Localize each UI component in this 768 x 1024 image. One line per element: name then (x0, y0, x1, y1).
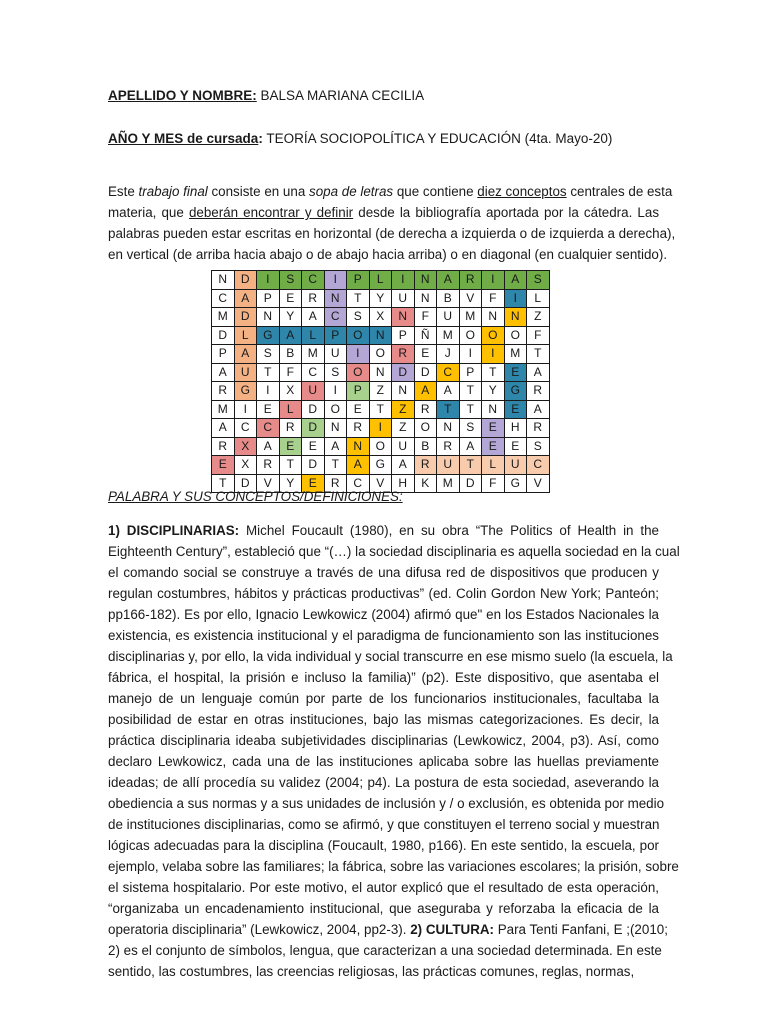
grid-cell: N (369, 326, 392, 345)
grid-cell: T (324, 456, 347, 475)
grid-cell: I (234, 400, 257, 419)
grid-cell: D (302, 400, 325, 419)
grid-cell: M (459, 308, 482, 327)
grid-cell: X (369, 308, 392, 327)
grid-cell: A (527, 363, 550, 382)
grid-cell: Y (482, 382, 505, 401)
grid-cell: N (347, 437, 370, 456)
grid-cell: P (347, 382, 370, 401)
grid-cell: F (482, 474, 505, 493)
grid-cell: O (347, 326, 370, 345)
grid-cell: I (504, 289, 527, 308)
body-text: Michel Foucault (1980), en su obra “The Politics of Health in the (239, 523, 659, 538)
grid-cell: J (437, 345, 460, 364)
grid-cell: V (459, 289, 482, 308)
grid-cell: E (257, 400, 280, 419)
grid-cell: S (324, 363, 347, 382)
grid-cell: A (234, 345, 257, 364)
grid-cell: C (212, 289, 235, 308)
grid-cell: T (459, 400, 482, 419)
year-colon: : (258, 131, 263, 146)
grid-cell: I (257, 382, 280, 401)
grid-cell: A (459, 437, 482, 456)
grid-cell: N (482, 400, 505, 419)
grid-cell: D (302, 456, 325, 475)
grid-row (212, 456, 550, 475)
grid-cell: Z (527, 308, 550, 327)
intro-text: centrales de esta (566, 184, 673, 199)
grid-cell: U (437, 308, 460, 327)
grid-cell: T (459, 382, 482, 401)
intro-line-3: palabras pueden estar escritas en horizontal (de derecha a izquierda o de izquierda a derecha), (108, 226, 676, 241)
grid-cell: O (459, 326, 482, 345)
grid-cell: X (234, 456, 257, 475)
grid-cell: F (482, 289, 505, 308)
grid-cell: E (504, 437, 527, 456)
grid-cell: R (347, 419, 370, 438)
grid-cell: P (347, 271, 370, 290)
grid-cell: D (212, 326, 235, 345)
grid-cell: T (437, 400, 460, 419)
grid-row (212, 271, 550, 290)
grid-cell: I (257, 271, 280, 290)
grid-cell: P (324, 326, 347, 345)
body-line: sentido, las costumbres, las creencias religiosas, las prácticas comunes, reglas, normas, (108, 964, 635, 979)
grid-cell: L (369, 271, 392, 290)
grid-cell: U (437, 456, 460, 475)
grid-cell: Z (369, 382, 392, 401)
grid-cell: S (527, 271, 550, 290)
grid-cell: O (369, 345, 392, 364)
grid-cell: S (257, 345, 280, 364)
grid-cell: D (234, 308, 257, 327)
grid-cell: T (347, 289, 370, 308)
grid-cell: V (369, 474, 392, 493)
body-line: “organizaba un encadenamiento institucional, que aseguraba y reforzaba la eficacia de la (108, 901, 659, 916)
grid-cell: R (212, 437, 235, 456)
grid-cell: H (504, 419, 527, 438)
grid-cell: R (212, 382, 235, 401)
grid-cell: I (369, 419, 392, 438)
grid-cell: O (324, 400, 347, 419)
grid-row (212, 400, 550, 419)
grid-cell: E (279, 437, 302, 456)
grid-row (212, 419, 550, 438)
grid-cell: R (459, 271, 482, 290)
grid-cell: T (257, 363, 280, 382)
grid-cell: M (212, 400, 235, 419)
grid-cell: C (302, 363, 325, 382)
grid-cell: I (482, 345, 505, 364)
body-line: 2) es el conjunto de símbolos, lengua, que caracterizan a una sociedad determinada. En este (108, 943, 662, 958)
grid-cell: Z (392, 400, 415, 419)
grid-cell: I (324, 382, 347, 401)
grid-row (212, 289, 550, 308)
body-line: posibilidad de estar en otras instituciones, bajo las mismas categorizaciones. Es decir, la (108, 712, 659, 727)
year-label: AÑO Y MES de cursada (108, 131, 259, 146)
grid-cell: B (414, 437, 437, 456)
grid-cell: D (392, 363, 415, 382)
grid-cell: U (302, 382, 325, 401)
body-line: ideadas; de allí procedía su validez (2004; p4). La postura de esta sociedad, aseverando la (108, 775, 659, 790)
grid-cell: T (212, 474, 235, 493)
definition-heading-disciplinarias: 1) DISCIPLINARIAS: (108, 523, 240, 538)
grid-cell: A (257, 437, 280, 456)
grid-cell: B (279, 345, 302, 364)
grid-cell: N (392, 382, 415, 401)
grid-cell: E (302, 437, 325, 456)
grid-cell: R (527, 382, 550, 401)
grid-cell: T (279, 456, 302, 475)
grid-cell: L (302, 326, 325, 345)
grid-cell: Y (279, 308, 302, 327)
grid-cell: K (414, 474, 437, 493)
grid-cell: Y (279, 474, 302, 493)
grid-cell: O (504, 326, 527, 345)
word-search-grid (211, 270, 550, 493)
grid-cell: E (302, 474, 325, 493)
grid-cell: L (482, 456, 505, 475)
grid-cell: M (437, 474, 460, 493)
grid-cell: T (369, 400, 392, 419)
body-line: declaro Lewkowicz, cada una de las instituciones aplicaba sobre las huellas previamente (108, 754, 659, 769)
grid-cell: E (504, 400, 527, 419)
grid-cell: C (257, 419, 280, 438)
grid-cell: A (527, 400, 550, 419)
grid-cell: V (257, 474, 280, 493)
grid-cell: A (302, 308, 325, 327)
body-text: Para Tenti Fanfani, E ;(2010; (494, 922, 668, 937)
grid-cell: T (527, 345, 550, 364)
body-line: regulan costumbres, hábitos y prácticas productivas” (ed. Colin Gordon New York; Panteón; (108, 586, 659, 601)
intro-italic-trabajo-final: trabajo final (138, 184, 208, 199)
grid-cell: R (279, 419, 302, 438)
grid-row (212, 326, 550, 345)
grid-cell: M (212, 308, 235, 327)
grid-cell: P (212, 345, 235, 364)
intro-text: materia, que (108, 205, 189, 220)
grid-cell: X (279, 382, 302, 401)
grid-cell: M (302, 345, 325, 364)
grid-cell: N (482, 308, 505, 327)
grid-cell: D (459, 474, 482, 493)
grid-cell: A (324, 437, 347, 456)
body-line: lógicas adecuadas para la disciplina (Foucault, 1980, p166). En este sentido, la escuela, por (108, 838, 659, 853)
grid-cell: E (482, 437, 505, 456)
grid-cell: A (234, 289, 257, 308)
body-line: existencia, es existencia institucional y el paradigma de funcionamiento son las instituciones (108, 628, 659, 643)
grid-cell: R (324, 474, 347, 493)
definitions-text (108, 520, 680, 982)
grid-cell: A (437, 271, 460, 290)
body-line: manejo de un lenguaje común por parte de los funcionarios institucionales, facultaba la (108, 691, 659, 706)
grid-cell: O (414, 419, 437, 438)
body-line: ejemplo, velaba sobre las familiares; la fábrica, sobre las variaciones escolares; la prisión, sobre (108, 859, 679, 874)
grid-cell: C (302, 271, 325, 290)
intro-line-1 (108, 181, 673, 202)
grid-cell: T (459, 456, 482, 475)
body-line: pp166-182). Es por ello, Ignacio Lewkowicz (2004) afirmó que" en los Estados Nacionales la (108, 607, 659, 622)
grid-cell: E (279, 289, 302, 308)
grid-row (212, 382, 550, 401)
grid-cell: N (324, 289, 347, 308)
body-line (108, 520, 659, 541)
grid-cell: Y (369, 289, 392, 308)
grid-cell: E (414, 345, 437, 364)
intro-line-4: en vertical (de arriba hacia abajo o de abajo hacia arriba) o en diagonal (en cualquier sentido). (108, 247, 668, 262)
grid-cell: S (527, 437, 550, 456)
grid-cell: M (504, 345, 527, 364)
grid-cell: N (257, 308, 280, 327)
year-value: TEORÍA SOCIOPOLÍTICA Y EDUCACIÓN (4ta. Mayo-20) (262, 131, 613, 146)
intro-underlined-instruction: deberán encontrar y definir (188, 205, 354, 220)
grid-cell: U (234, 363, 257, 382)
grid-cell: C (527, 456, 550, 475)
body-line: obediencia a sus normas y a sus unidades de inclusión y / o exclusión, es obtenida por medio (108, 796, 665, 811)
grid-cell: G (504, 474, 527, 493)
grid-cell: I (347, 345, 370, 364)
grid-cell: G (504, 382, 527, 401)
grid-cell: R (437, 437, 460, 456)
grid-cell: H (392, 474, 415, 493)
grid-cell: I (392, 271, 415, 290)
grid-cell: U (324, 345, 347, 364)
intro-text: Este (108, 184, 139, 199)
grid-cell: N (369, 363, 392, 382)
grid-cell: N (504, 308, 527, 327)
grid-cell: C (437, 363, 460, 382)
name-label: APELLIDO Y NOMBRE: (108, 88, 257, 103)
grid-cell: L (527, 289, 550, 308)
grid-cell: N (392, 308, 415, 327)
grid-cell: V (527, 474, 550, 493)
grid-cell: C (347, 474, 370, 493)
grid-cell: C (324, 308, 347, 327)
grid-cell: A (279, 326, 302, 345)
grid-cell: Z (392, 419, 415, 438)
course-line (108, 131, 612, 146)
grid-cell: S (279, 271, 302, 290)
grid-cell: M (437, 326, 460, 345)
grid-cell: A (414, 382, 437, 401)
grid-cell: A (212, 363, 235, 382)
grid-cell: L (279, 400, 302, 419)
grid-cell: G (257, 326, 280, 345)
intro-italic-sopa-de-letras: sopa de letras (309, 184, 394, 199)
body-line: práctica disciplinaria ideaba subjetividades disciplinarias (Lewkowicz, 2004, p3). Así, como (108, 733, 659, 748)
grid-cell: X (234, 437, 257, 456)
grid-cell: A (392, 456, 415, 475)
grid-cell: F (414, 308, 437, 327)
grid-cell: D (234, 271, 257, 290)
grid-cell: B (437, 289, 460, 308)
grid-cell: I (324, 271, 347, 290)
intro-paragraph (108, 181, 676, 265)
grid-cell: R (414, 456, 437, 475)
grid-row (212, 363, 550, 382)
body-line: de instituciones disciplinarias, como se afirmó, y que constituyen el terreno social y muestran (108, 817, 660, 832)
grid-cell: S (347, 308, 370, 327)
grid-cell: I (459, 345, 482, 364)
grid-cell: P (459, 363, 482, 382)
grid-cell: D (414, 363, 437, 382)
grid-cell: N (212, 271, 235, 290)
intro-line-2 (108, 202, 659, 223)
body-line: Eighteenth Century”, estableció que “(…) la sociedad disciplinaria es aquella sociedad en la cual (108, 544, 680, 559)
grid-cell: N (414, 271, 437, 290)
body-line: disciplinarias y, por ello, la vida individual y social transcurre en ese mismo suelo (la escuela, la (108, 649, 673, 664)
grid-cell: R (392, 345, 415, 364)
grid-cell: N (414, 289, 437, 308)
grid-cell: T (482, 363, 505, 382)
grid-cell: O (369, 437, 392, 456)
grid-cell: A (212, 419, 235, 438)
grid-cell: U (504, 456, 527, 475)
grid-cell: Ñ (414, 326, 437, 345)
intro-text: consiste en una (207, 184, 309, 199)
grid-cell: A (347, 456, 370, 475)
grid-cell: D (234, 474, 257, 493)
intro-text: que contiene (393, 184, 478, 199)
body-line: el sistema hospitalario. Por este motivo, el autor explicó que el resultado de esta operación, (108, 880, 659, 895)
grid-cell: P (392, 326, 415, 345)
grid-cell: A (504, 271, 527, 290)
grid-cell: G (234, 382, 257, 401)
grid-cell: U (392, 289, 415, 308)
grid-cell: E (347, 400, 370, 419)
body-text: operatoria disciplinaria” (Lewkowicz, 2004, pp2-3). (108, 922, 411, 937)
grid-cell: F (279, 363, 302, 382)
grid-cell: R (527, 419, 550, 438)
grid-cell: R (414, 400, 437, 419)
grid-cell: O (347, 363, 370, 382)
grid-cell: D (302, 419, 325, 438)
body-line: el comando social se construye a través de una difusa red de dispositivos que producen y (108, 565, 659, 580)
grid-row (212, 308, 550, 327)
body-line (108, 919, 668, 940)
section-title: PALABRA Y SUS CONCEPTOS/DEFINICIONES: (108, 489, 403, 504)
grid-cell: O (482, 326, 505, 345)
grid-cell: I (482, 271, 505, 290)
grid-cell: A (437, 382, 460, 401)
definition-heading-cultura: 2) CULTURA: (410, 922, 494, 937)
grid-row (212, 345, 550, 364)
body-line: fábrica, el hospital, la prisión e incluso la familia)” (p2). Este dispositivo, que asentaba el (108, 670, 659, 685)
grid-cell: E (212, 456, 235, 475)
grid-cell: N (437, 419, 460, 438)
grid-cell: S (459, 419, 482, 438)
grid-cell: N (324, 419, 347, 438)
intro-text: desde la bibliografía aportada por la cátedra. Las (353, 205, 660, 220)
grid-cell: U (392, 437, 415, 456)
grid-cell: R (302, 289, 325, 308)
grid-cell: P (257, 289, 280, 308)
grid-cell: E (482, 419, 505, 438)
grid-cell: E (504, 363, 527, 382)
grid-cell: C (234, 419, 257, 438)
intro-underlined-diez-conceptos: diez conceptos (477, 184, 567, 199)
grid-cell: R (257, 456, 280, 475)
student-name-line (108, 88, 424, 103)
grid-cell: G (369, 456, 392, 475)
grid-row (212, 437, 550, 456)
grid-cell: F (527, 326, 550, 345)
grid-cell: L (234, 326, 257, 345)
name-value: BALSA MARIANA CECILIA (256, 88, 425, 103)
